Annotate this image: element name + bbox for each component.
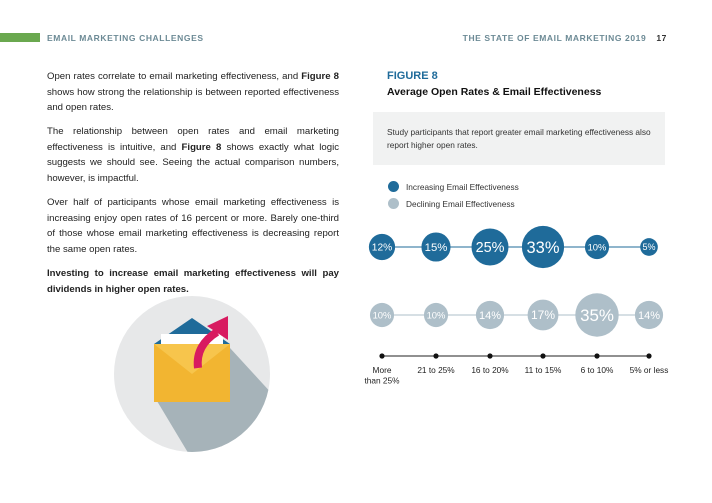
legend-declining-swatch <box>388 198 399 209</box>
bubble-value-label: 14% <box>479 309 501 322</box>
open-rates-bubble-chart <box>360 215 680 395</box>
axis-tick-dot <box>594 353 599 358</box>
axis-tick-dot <box>379 353 384 358</box>
paragraph-2: The relationship between open rates and email marketing effectiveness is intuitive, and Figure 8 shows exactly what logic suggests we should see. Seeing the actual comparison numbers, however, is impactful. <box>47 126 339 185</box>
legend-increasing-swatch <box>388 181 399 192</box>
category-label: 5% or less <box>629 365 669 375</box>
figure-label: FIGURE 8 <box>387 70 438 82</box>
bubble-value-label: 10% <box>426 309 446 321</box>
report-title: THE STATE OF EMAIL MARKETING 2019 <box>462 33 647 43</box>
bubble-value-label: 25% <box>475 240 505 257</box>
legend-declining-label: Declining Email Effectiveness <box>406 198 515 209</box>
section-header: EMAIL MARKETING CHALLENGES <box>47 33 204 43</box>
axis-tick-dot <box>487 353 492 358</box>
bubble-value-label: 14% <box>638 309 660 322</box>
bubble-value-label: 35% <box>580 305 614 325</box>
body-text <box>47 69 339 306</box>
legend-declining <box>388 198 515 209</box>
category-label: 6 to 10% <box>580 365 614 375</box>
section-accent-bar <box>0 33 40 42</box>
paragraph-1: Open rates correlate to email marketing effectiveness, and Figure 8 shows how strong the relationship is between reported effectiveness and open rates. <box>47 71 339 114</box>
axis-tick-dot <box>646 353 651 358</box>
bubble-value-label: 17% <box>530 308 556 323</box>
axis-tick-dot <box>540 353 545 358</box>
category-label: More than 25% <box>364 365 400 386</box>
bubble-value-label: 15% <box>424 241 448 254</box>
figure-note: Study participants that report greater email marketing effectiveness also report higher open rates. <box>373 112 665 165</box>
paragraph-3: Over half of participants whose email marketing effectiveness is increasing enjoy open rates of 16 percent or more. Barely one-third of those whose email marketing effectiveness is decreasing report the same open rates. <box>47 197 339 255</box>
bubble-value-label: 12% <box>371 242 393 254</box>
paragraph-4: Investing to increase email marketing effectiveness will pay dividends in higher open rates. <box>47 268 339 295</box>
bubble-value-label: 5% <box>642 242 656 253</box>
bubble-value-label: 10% <box>587 241 607 253</box>
figure-title: Average Open Rates & Email Effectiveness <box>387 86 602 98</box>
bubble-value-label: 10% <box>372 309 392 321</box>
legend-increasing-label: Increasing Email Effectiveness <box>406 181 519 192</box>
category-label: 21 to 25% <box>417 365 455 375</box>
legend-increasing <box>388 181 519 192</box>
report-header <box>463 33 667 43</box>
category-label: 16 to 20% <box>471 365 509 375</box>
category-label: 11 to 15% <box>524 365 562 375</box>
axis-tick-dot <box>433 353 438 358</box>
page-number: 17 <box>656 33 667 43</box>
bubble-value-label: 33% <box>526 238 560 257</box>
email-icon <box>114 296 274 461</box>
